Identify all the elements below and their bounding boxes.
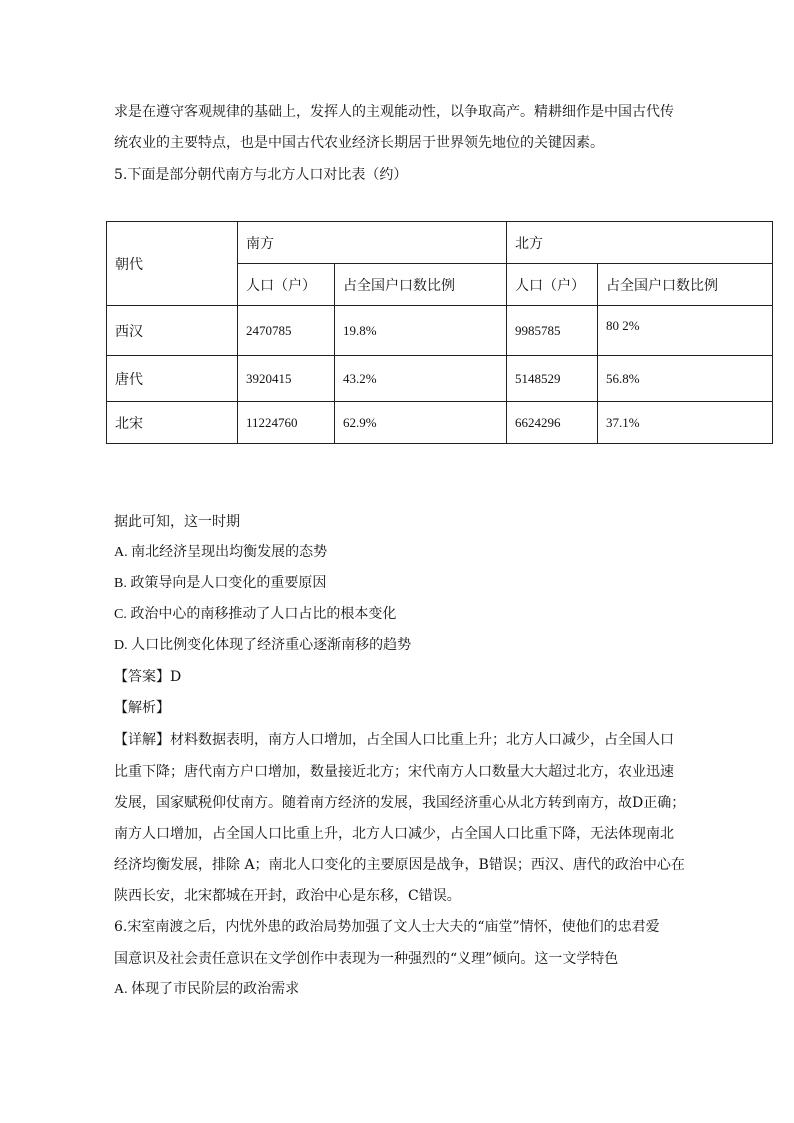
north-pop-cell: 5148529 [507,356,598,402]
north-ratio-cell: 80 2% [598,306,773,356]
south-ratio-cell: 43.2% [335,356,507,402]
header-north: 北方 [507,222,773,264]
north-ratio-cell: 37.1% [598,402,773,444]
north-ratio-cell: 56.8% [598,356,773,402]
detail-line-6: 陕西长安，北宋都城在开封，政治中心是东移，C错误。 [114,888,461,904]
south-ratio-cell: 62.9% [335,402,507,444]
intro-line-2: 统农业的主要特点，也是中国古代农业经济长期居于世界领先地位的关键因素。 [114,135,604,151]
detail-line-3: 发展，国家赋税仰仗南方。随着南方经济的发展，我国经济重心从北方转到南方，故D正确； [114,795,686,811]
detail-line-5: 经济均衡发展，排除 A；南北人口变化的主要原因是战争，B错误；西汉、唐代的政治中心在 [114,857,685,873]
detail-line-1: 【详解】材料数据表明，南方人口增加，占全国人口比重上升；北方人口减少，占全国人口 [114,732,674,748]
population-table [106,221,773,444]
question-6-stem-2: 国意识及社会责任意识在文学创作中表现为一种强烈的“义理”倾向。这一文学特色 [114,951,619,967]
option-a: A. 南北经济呈现出均衡发展的态势 [114,545,328,560]
north-pop-cell: 6624296 [507,402,598,444]
south-pop-cell: 2470785 [238,306,335,356]
question-5-prompt: 据此可知，这一时期 [114,514,240,530]
header-north-ratio: 占全国户口数比例 [598,264,773,306]
question-6-stem-1: 6.宋室南渡之后，内忧外患的政治局势加强了文人士大夫的“庙堂”情怀，使他们的忠君爱 [114,919,660,935]
header-south-pop: 人口（户） [238,264,335,306]
dynasty-cell: 西汉 [107,306,238,356]
dynasty-cell: 北宋 [107,402,238,444]
intro-line-1: 求是在遵守客观规律的基础上，发挥人的主观能动性，以争取高产。精耕细作是中国古代传 [114,104,674,120]
question-6-option-a: A. 体现了市民阶层的政治需求 [114,982,300,997]
table-row [107,356,773,402]
detail-line-4: 南方人口增加，占全国人口比重上升，北方人口减少，占全国人口比重下降，无法体现南北 [114,826,674,842]
option-c: C. 政治中心的南移推动了人口占比的根本变化 [114,607,397,622]
header-north-pop: 人口（户） [507,264,598,306]
header-south-ratio: 占全国户口数比例 [335,264,507,306]
table-row [107,306,773,356]
south-pop-cell: 3920415 [238,356,335,402]
answer-label: 【答案】D [114,669,182,685]
table-row [107,402,773,444]
south-ratio-cell: 19.8% [335,306,507,356]
option-d: D. 人口比例变化体现了经济重心逐渐南移的趋势 [114,638,412,653]
detail-line-2: 比重下降；唐代南方户口增加，数量接近北方；宋代南方人口数量大大超过北方，农业迅速 [114,764,674,780]
question-5-stem: 5.下面是部分朝代南方与北方人口对比表（约） [114,167,408,183]
header-dynasty: 朝代 [107,222,238,306]
north-pop-cell: 9985785 [507,306,598,356]
header-south: 南方 [238,222,507,264]
dynasty-cell: 唐代 [107,356,238,402]
analysis-label: 【解析】 [114,700,170,716]
south-pop-cell: 11224760 [238,402,335,444]
option-b: B. 政策导向是人口变化的重要原因 [114,576,327,591]
